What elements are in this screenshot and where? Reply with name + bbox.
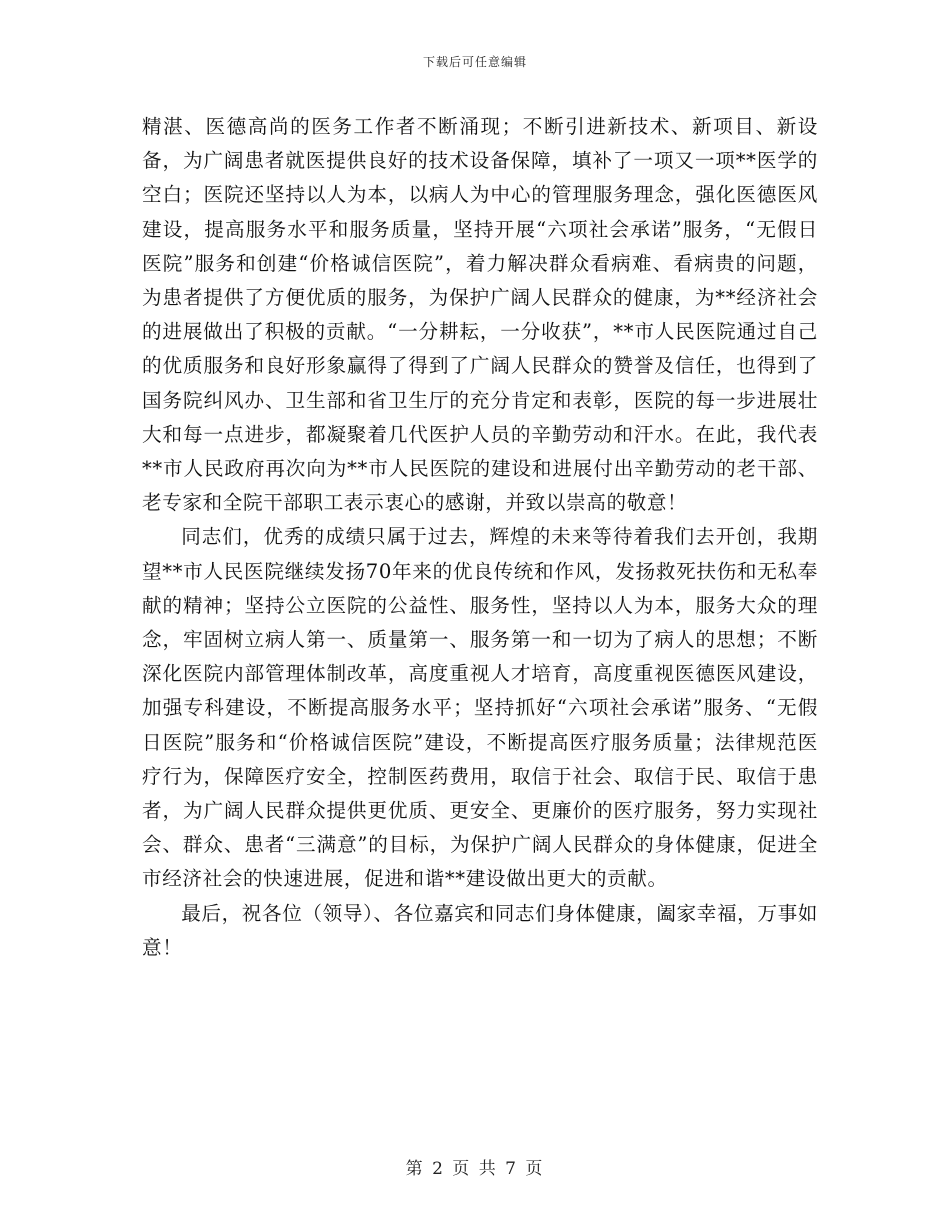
document-body (142, 110, 818, 965)
paragraph-continued: 精湛、医德高尚的医务工作者不断涌现；不断引进新技术、新项目、新设备，为广阔患者就医提供良好的技术设备保障，填补了一项又一项**医学的空白；医院还坚持以人为本，以病人为中心的管理服务理念，强化医德医风建设，提高服务水平和服务质量，坚持开展“六项社会承诺”服务，“无假日医院”服务和创建“价格诚信医院”，着力解决群众看病难、看病贵的问题，为患者提供了方便优质的服务，为保护广阔人民群众的健康，为**经济社会的进展做出了积极的贡献。“一分耕耘，一分收获”，**市人民医院通过自己的优质服务和良好形象赢得了得到了广阔人民群众的赞誉及信任，也得到了国务院纠风办、卫生部和省卫生厅的充分肯定和表彰，医院的每一步进展壮大和每一点进步，都凝聚着几代医护人员的辛勤劳动和汗水。在此，我代表**市人民政府再次向为**市人民医院的建设和进展付出辛勤劳动的老干部、老专家和全院干部职工表示衷心的感谢，并致以崇高的敬意！ (142, 115, 818, 515)
paragraph-closing: 最后，祝各位（领导）、各位嘉宾和同志们身体健康，阖家幸福，万事如意！ (142, 901, 818, 959)
page-header: 下载后可任意编辑 (422, 55, 527, 69)
page-number-footer: 第 2 页 共 7 页 (405, 1159, 545, 1179)
paragraph-comrades: 同志们，优秀的成绩只属于过去，辉煌的未来等待着我们去开创，我期望**市人民医院继续发扬70年来的优良传统和作风，发扬救死扶伤和无私奉献的精神；坚持公立医院的公益性、服务性，坚持以人为本，服务大众的理念，牢固树立病人第一、质量第一、服务第一和一切为了病人的思想；不断深化医院内部管理体制改革，高度重视人才培育，高度重视医德医风建设，加强专科建设，不断提高服务水平；坚持抓好“六项社会承诺”服务、“无假日医院”服务和“价格诚信医院”建设，不断提高医疗服务质量；法律规范医疗行为，保障医疗安全，控制医药费用，取信于社会、取信于民、取信于患者，为广阔人民群众提供更优质、更安全、更廉价的医疗服务，努力实现社会、群众、患者“三满意”的目标，为保护广阔人民群众的身体健康，促进全市经济社会的快速进展，促进和谐**建设做出更大的贡献。 (142, 525, 818, 891)
